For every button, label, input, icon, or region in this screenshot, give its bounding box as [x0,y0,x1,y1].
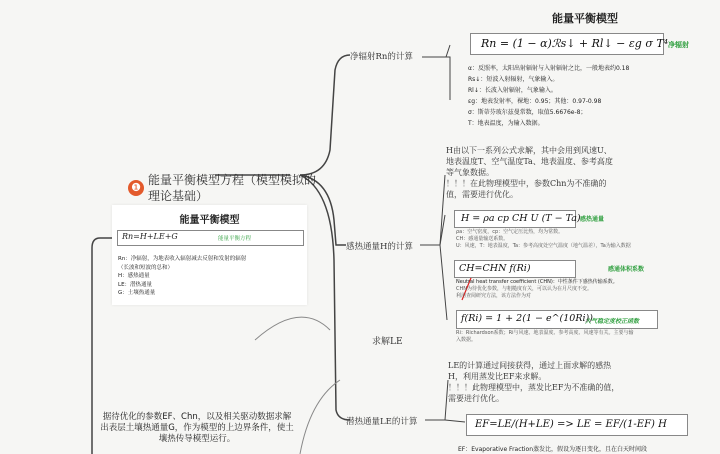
left-card-def-4: LE：潜热通量 [118,281,153,288]
h-note3b: 入数据。 [456,337,477,343]
h-note-line1: H由以下一系列公式求解，其中会用到风速U、 [446,146,612,155]
rn-def-4: εg：地表发射率，裸地：0.95；其他：0.97-0.98 [468,98,602,105]
h-note-line3: 等气象数据。 [446,168,494,177]
le-note-line1: LE的计算通过间接获得，通过上面求解的感热 [448,361,612,370]
rn-formula: Rn = (1 − α)ℛs↓ + Rl↓ − εg σ T⁴ [481,37,669,50]
h-formula2-tag: 感通体积系数 [608,266,645,273]
h-formula1-box [454,210,581,228]
rn-def-6: T：地表温度，为输入数据。 [468,120,544,127]
le-note-line4: 需要进行优化。 [448,394,504,403]
h-formula1-tag: 感热通量 [580,216,605,223]
left-card-title: 能量平衡模型 [179,215,240,226]
branch-h-label: 感热通量H的计算 [346,242,413,252]
h-formula3-box [456,310,658,329]
rn-panel-title: 能量平衡模型 [552,12,618,25]
rn-formula-box [470,33,669,55]
left-card-def-3: H：感热通量 [118,273,150,279]
h-note [446,145,716,200]
solve-le-arc-top [255,317,330,340]
branch-rn-line [300,55,350,175]
left-card-def-1: Rn：净辐射，为地表收入辐射减去反射和发射的辐射 [118,256,247,262]
h-note-line4: ！！！在此物理模型中，参数Chn为不准确的 [446,179,607,188]
h-formula3: f(Ri) = 1 + 2(1 − e^(10Ri)) [461,313,593,324]
root-title-line2: 理论基础） [148,189,209,203]
h-formula2-notes [456,279,718,300]
h-to-ri-line [440,245,447,320]
le-note-line2: H，利用蒸发比EF来求解。 [448,372,547,381]
rn-def-3: Rl↓：长波入射辐射，气象输入。 [468,87,557,94]
rn-def-5: σ：斯蒂芬玻尔兹曼常数，取值5.6676e-8； [468,109,587,116]
branch-le-line [300,175,350,420]
h-note1c: U：风速，T：地表温度，Ta：参考高度处空气温度（地气温差），Ta为输入数据 [456,243,631,249]
h-note1b: CH：感通量输送系数。 [456,236,509,242]
h-note-line5: 值，需要进行优化。 [446,190,518,199]
root-title [148,172,316,204]
h-note3a: Ri：Richardson系数；Ri与风速、地表温度、参考高度、风速等有关。主要与输 [456,330,634,336]
le-formula: EF=LE/(H+LE) => LE = EF/(1-EF) H [475,419,667,430]
rn-defs [468,63,718,129]
solve-le-label: 求解LE [372,337,403,347]
le-def: EF：Evaporative Fraction蒸发比，假设为逐日变化，且在白天时间段 [458,446,648,453]
root-badge: ❶ [128,180,144,196]
h-note2b: CHN为待优化参数，与粗糙度有关，可以认为在月尺度不变。 [456,286,592,292]
left-card-def-5: G：土壤热通量 [118,290,156,296]
h-formula2-box [454,260,576,278]
h-note-line2: 地表温度T、空气温度Ta、地表温度、参考高度 [446,157,613,166]
le-formula-box [466,414,688,436]
branch-le-label: 潜热通量LE的计算 [346,417,418,427]
branch-rn-label: 净辐射Rn的计算 [350,52,413,62]
rn-to-panel-line [422,45,450,57]
h-to-note-line [440,175,445,245]
left-card-formula-tag: 能量平衡方程 [218,236,252,242]
rn-def-2: Rs↓：短波入射辐射，气象输入。 [468,76,559,83]
h-note1a: ρa：空气密度，cp：空气定压比热，均为常数。 [456,229,564,235]
bottom-note-line3: 壤热传导模型运行。 [158,434,236,444]
h-formula3-notes [456,330,718,344]
bottom-note-line1: 据待优化的参数EF、Chn，以及相关驱动数据求解 [102,412,292,422]
left-card-formula: Rn=H+LE+G [122,232,178,241]
h-formula3-tag: 大气稳定度校正函数 [585,318,640,325]
left-card [112,205,307,305]
h-note2a: Neutral heat transfer coefficient (CHN)：中性条件下感热传输系数。 [456,279,618,285]
h-formula2: CH=CHN f(Ri) [459,263,531,274]
bottom-note-line2: 出表层土壤热通量G，作为模型的上边界条件，使土 [100,423,294,433]
le-to-panel-line [445,420,465,422]
rn-def-1: α：反照率，太阳出射辐射与入射辐射之比，一般地表约0.18 [468,65,630,72]
rn-to-defs-line [422,57,450,100]
left-card-formula-box [117,230,304,246]
bottom-note [92,412,302,445]
h-note2c: 利用查阅研究方法，该方法作为对 [456,293,532,299]
root-title-line1: 能量平衡模型方程（模型模拟的 [148,173,317,187]
left-card-defs [118,255,303,298]
h-formula1-notes [456,229,716,250]
solve-le-arc-bottom [300,380,340,454]
le-note-line3: ！！！此物理模型中，蒸发比EF为不准确的值， [448,383,620,392]
le-to-note-line [425,380,448,420]
le-note [448,360,718,404]
rn-formula-tag: 净辐射 [668,41,689,49]
left-card-def-2: （长波和短波的总和） [118,264,174,271]
h-formula1: H = ρa cp CH U (T − Ta) [461,213,581,224]
